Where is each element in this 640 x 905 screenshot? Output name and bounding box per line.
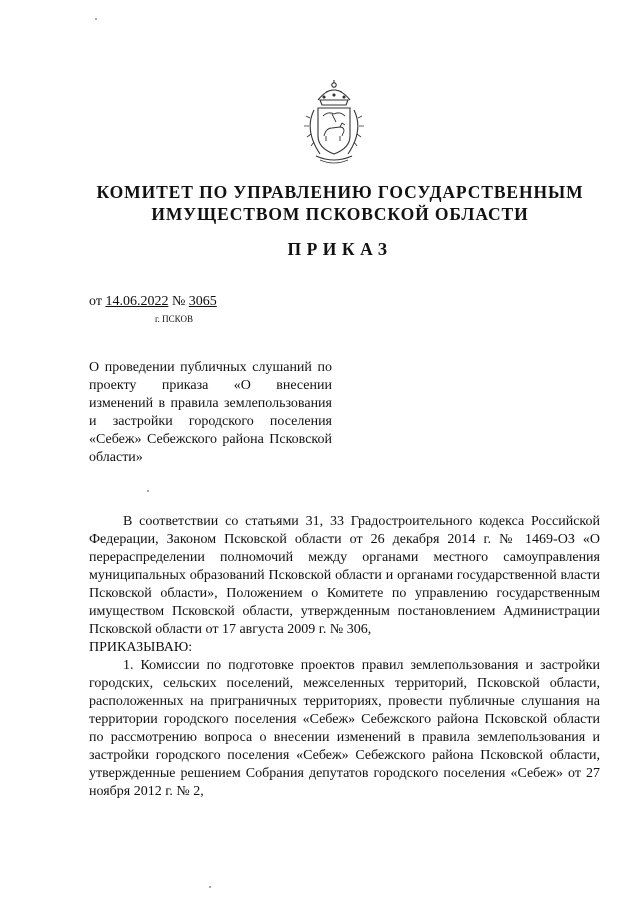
item-1-paragraph: 1. Комиссии по подготовке проектов правил землепользования и застройки городских, сельских поселений, межселенных территорий, Псковской области, расположенных на приграничных территориях, провести публичные слушания на территории городского поселения «Себеж» Себежского района Псковской области по рассмотрению вопроса о внесении изменений в правила землепользования и застройки городского поселения «Себеж» Себежского района Псковской области, утвержденные решением Собрания депутатов городского поселения «Себеж» от 27 ноября 2012 г. № 2, [89,658,600,799]
scan-speck [209,886,211,888]
city-label: г. ПСКОВ [155,314,193,324]
document-type-title: ПРИКАЗ [287,239,393,259]
number-sign: № [171,294,186,309]
preamble-paragraph: В соответствии со статьями 31, 33 Градостроительного кодекса Российской Федерации, Законом Псковской области от 26 декабря 2014 г. № 1469-ОЗ «О перераспределении полномочий между органами местного самоуправления муниципальных образований Псковской области и органами государственной власти Псковской области», Положением о Комитете по управлению государственным имуществом Псковской области, утвержденным постановлением Администрации Псковской области от 17 августа 2009 г. № 306, [89,514,600,637]
organization-title [60,181,620,225]
coat-of-arms-icon [296,78,372,166]
organization-title-line2: ИМУЩЕСТВОМ ПСКОВСКОЙ ОБЛАСТИ [151,204,529,224]
order-subject: О проведении публичных слушаний по проекту приказа «О внесении изменений в правила землепользования и застройки городского поселения «Себеж» Себежского района Псковской области» [89,360,332,465]
order-number: 3065 [188,294,217,309]
order-date: 14.06.2022 [105,294,169,309]
organization-title-line1: КОМИТЕТ ПО УПРАВЛЕНИЮ ГОСУДАРСТВЕННЫМ [96,182,584,202]
order-date-number [89,294,217,310]
scan-speck [95,18,97,20]
order-body [89,513,600,801]
date-prefix: от [89,294,102,309]
scan-speck [147,490,149,492]
order-word: ПРИКАЗЫВАЮ: [89,640,193,655]
